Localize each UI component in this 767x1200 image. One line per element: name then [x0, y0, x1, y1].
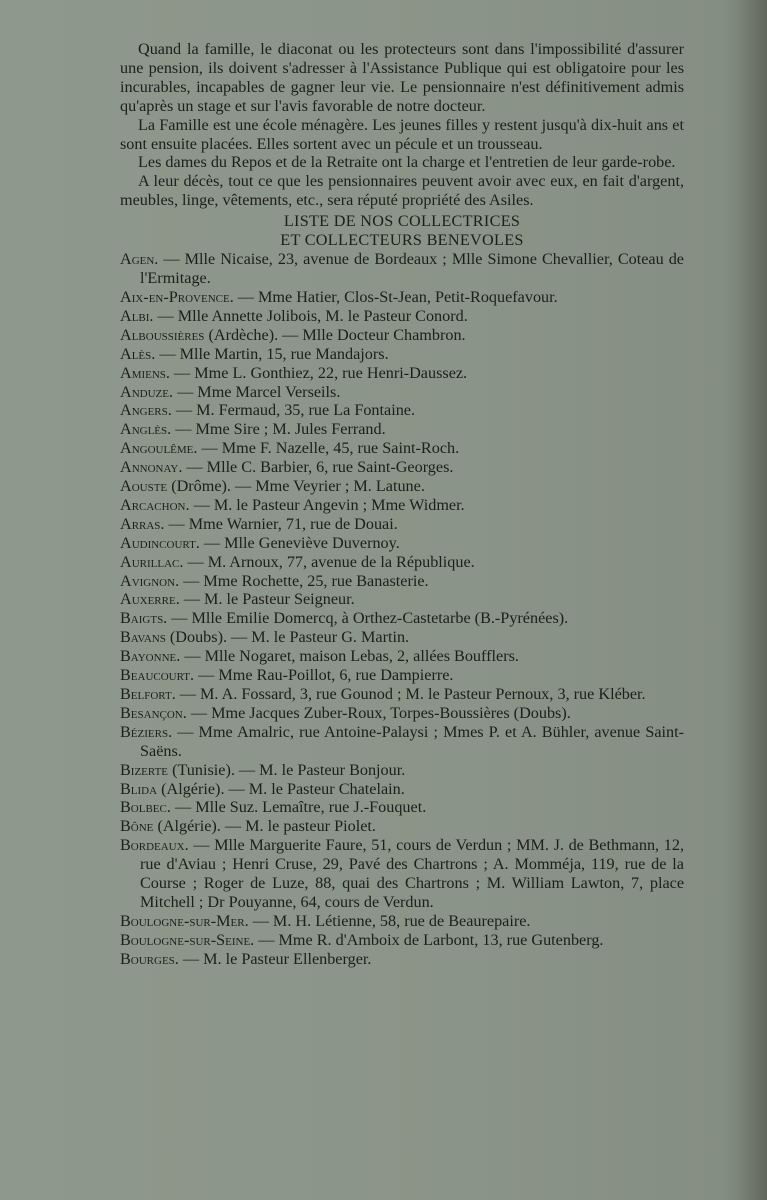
list-item [120, 798, 684, 817]
collector-details: — Mme Jacques Zuber-Roux, Torpes-Boussières (Doubs). [186, 703, 571, 722]
collector-details: — Mlle Annette Jolibois, M. le Pasteur Conord. [153, 306, 468, 325]
city-name: Agen. [120, 250, 159, 269]
city-name: Angers. [120, 401, 172, 420]
list-item [120, 288, 684, 307]
collector-details: — Mme Sire ; M. Jules Ferrand. [171, 420, 386, 439]
city-name: Bourges. [120, 949, 179, 968]
list-item [120, 704, 684, 723]
list-item [120, 401, 684, 420]
list-item [120, 666, 684, 685]
city-name: Bayonne. [120, 647, 181, 666]
list-item [120, 761, 684, 780]
city-name: Bordeaux. [120, 836, 189, 855]
collector-details: (Doubs). — M. le Pasteur G. Martin. [165, 628, 410, 647]
page-edge-shadow [737, 0, 767, 1200]
intro-paragraph-1: Quand la famille, le diaconat ou les protecteurs sont dans l'impossibilité d'assurer une pension, ils doivent s'adresser à l'Assistance Publique qui est obligatoire pour les incurables, incapables de gagner leur vie. Le pensionnaire n'est définitivement admis qu'après un stage et sur l'avis favorable de notre docteur. [120, 40, 684, 115]
city-name: Blida [120, 779, 158, 798]
page-text [120, 40, 684, 969]
list-title [120, 212, 684, 250]
city-name: Alboussières [120, 325, 205, 344]
collector-details: — M. H. Létienne, 58, rue de Beaurepaire. [248, 911, 531, 930]
collector-details: — Mme Rau-Poillot, 6, rue Dampierre. [194, 666, 454, 685]
city-name: Auxerre. [120, 590, 180, 609]
city-name: Boulogne-sur-Seine. [120, 930, 255, 949]
collector-details: (Algérie). — M. le Pasteur Chatelain. [157, 779, 405, 798]
collector-details: (Ardèche). — Mlle Docteur Chambron. [204, 325, 466, 344]
city-name: Arras. [120, 514, 165, 533]
list-title-line-2: ET COLLECTEURS BENEVOLES [280, 231, 524, 250]
list-item [120, 950, 684, 969]
city-name: Aouste [120, 477, 168, 496]
collector-details: — Mme Hatier, Clos-St-Jean, Petit-Roquefavour. [233, 287, 558, 306]
list-item [120, 572, 684, 591]
list-item [120, 836, 684, 912]
list-item [120, 307, 684, 326]
city-name: Arcachon. [120, 495, 190, 514]
list-item [120, 477, 684, 496]
list-item [120, 780, 684, 799]
collector-details: (Tunisie). — M. le Pasteur Bonjour. [168, 760, 406, 779]
list-item [120, 912, 684, 931]
city-name: Bône [120, 817, 154, 836]
city-name: Bavans [120, 628, 166, 647]
collector-details: — Mlle Geneviève Duvernoy. [199, 533, 400, 552]
collector-details: — Mme Amalric, rue Antoine-Palaysi ; Mmes P. et A. Bühler, avenue Saint-Saëns. [140, 722, 684, 760]
city-name: Besançon. [120, 703, 187, 722]
list-item [120, 609, 684, 628]
collector-details: — Mlle Martin, 15, rue Mandajors. [155, 344, 389, 363]
collector-details: — M. A. Fossard, 3, rue Gounod ; M. le Pasteur Pernoux, 3, rue Kléber. [175, 685, 646, 703]
collector-details: — Mlle C. Barbier, 6, rue Saint-Georges. [182, 458, 454, 477]
city-name: Béziers. [120, 722, 173, 741]
list-item [120, 628, 684, 647]
list-item [120, 364, 684, 383]
city-name: Albi. [120, 306, 154, 325]
city-name: Aurillac. [120, 552, 184, 571]
collector-details: — Mme L. Gonthiez, 22, rue Henri-Daussez. [169, 363, 468, 382]
list-item [120, 515, 684, 534]
intro-paragraph-4: A leur décès, tout ce que les pensionnaires peuvent avoir avec eux, en fait d'argent, meubles, linge, vêtements, etc., sera réputé propriété des Asiles. [120, 172, 684, 210]
collector-details: — Mme Rochette, 25, rue Banasterie. [179, 571, 429, 590]
list-title-line-1: LISTE DE NOS COLLECTRICES [283, 212, 521, 231]
list-item [120, 345, 684, 364]
city-name: Angoulême. [120, 439, 198, 458]
city-name: Beaucourt. [120, 666, 195, 685]
city-name: Baigts. [120, 609, 168, 628]
collector-details: — M. le Pasteur Ellenberger. [178, 949, 372, 968]
list-item [120, 685, 684, 704]
list-item [120, 439, 684, 458]
list-item [120, 553, 684, 572]
list-item [120, 534, 684, 553]
collector-details: — M. le Pasteur Angevin ; Mme Widmer. [189, 495, 465, 514]
list-item [120, 647, 684, 666]
collector-details: — Mme R. d'Amboix de Larbont, 13, rue Gutenberg. [254, 930, 604, 949]
city-name: Amiens. [120, 363, 170, 382]
collector-list [120, 250, 684, 968]
city-name: Bizerte [120, 760, 169, 779]
collector-details: — M. le Pasteur Seigneur. [179, 590, 355, 609]
list-item [120, 590, 684, 609]
city-name: Annonay. [120, 458, 183, 477]
city-name: Boulogne-sur-Mer. [120, 911, 249, 930]
collector-details: — M. Arnoux, 77, avenue de la République. [183, 552, 475, 571]
collector-details: — M. Fermaud, 35, rue La Fontaine. [171, 401, 416, 420]
list-item [120, 250, 684, 288]
collector-details: — Mlle Nicaise, 23, avenue de Bordeaux ; Mlle Simone Chevallier, Coteau de l'Ermitage. [140, 250, 684, 288]
collector-details: — Mme F. Nazelle, 45, rue Saint-Roch. [197, 439, 460, 458]
list-item [120, 326, 684, 345]
collector-details: — Mme Marcel Verseils. [173, 382, 341, 401]
collector-details: — Mlle Nogaret, maison Lebas, 2, allées Boufflers. [180, 647, 519, 666]
collector-details: — Mlle Marguerite Faure, 51, cours de Verdun ; MM. J. de Bethmann, 12, rue d'Aviau ; Henri Cruse, 29, Pavé des Chartrons ; A. Momméja, 119, rue de la Course ; Roger de Luze, 88, quai des Chartrons ; M. William Lawton, 7, place Mitchell ; Dr Pouyanne, 64, cours de Verdun. [140, 836, 684, 911]
list-item [120, 723, 684, 761]
intro-paragraph-3: Les dames du Repos et de la Retraite ont la charge et l'entretien de leur garde-robe. [138, 153, 676, 172]
collector-details: — Mme Warnier, 71, rue de Douai. [164, 514, 398, 533]
city-name: Alès. [120, 344, 156, 363]
collector-details: (Algérie). — M. le pasteur Piolet. [153, 817, 376, 836]
city-name: Audincourt. [120, 533, 200, 552]
city-name: Belfort. [120, 685, 176, 703]
list-item [120, 458, 684, 477]
intro-paragraph-2: La Famille est une école ménagère. Les jeunes filles y restent jusqu'à dix-huit ans et sont ensuite placées. Elles sortent avec un pécule et un trousseau. [120, 115, 684, 153]
city-name: Anduze. [120, 382, 174, 401]
city-name: Anglès. [120, 420, 172, 439]
collector-details: — Mlle Suz. Lemaître, rue J.-Fouquet. [170, 798, 427, 817]
list-item [120, 817, 684, 836]
city-name: Aix-en-Provence. [120, 287, 234, 306]
city-name: Avignon. [120, 571, 180, 590]
collector-details: (Drôme). — Mme Veyrier ; M. Latune. [167, 477, 425, 496]
collector-details: — Mlle Emilie Domercq, à Orthez-Castetarbe (B.-Pyrénées). [167, 609, 569, 628]
list-item [120, 931, 684, 950]
list-item [120, 496, 684, 515]
city-name: Bolbec. [120, 798, 171, 817]
list-item [120, 383, 684, 402]
list-item [120, 420, 684, 439]
